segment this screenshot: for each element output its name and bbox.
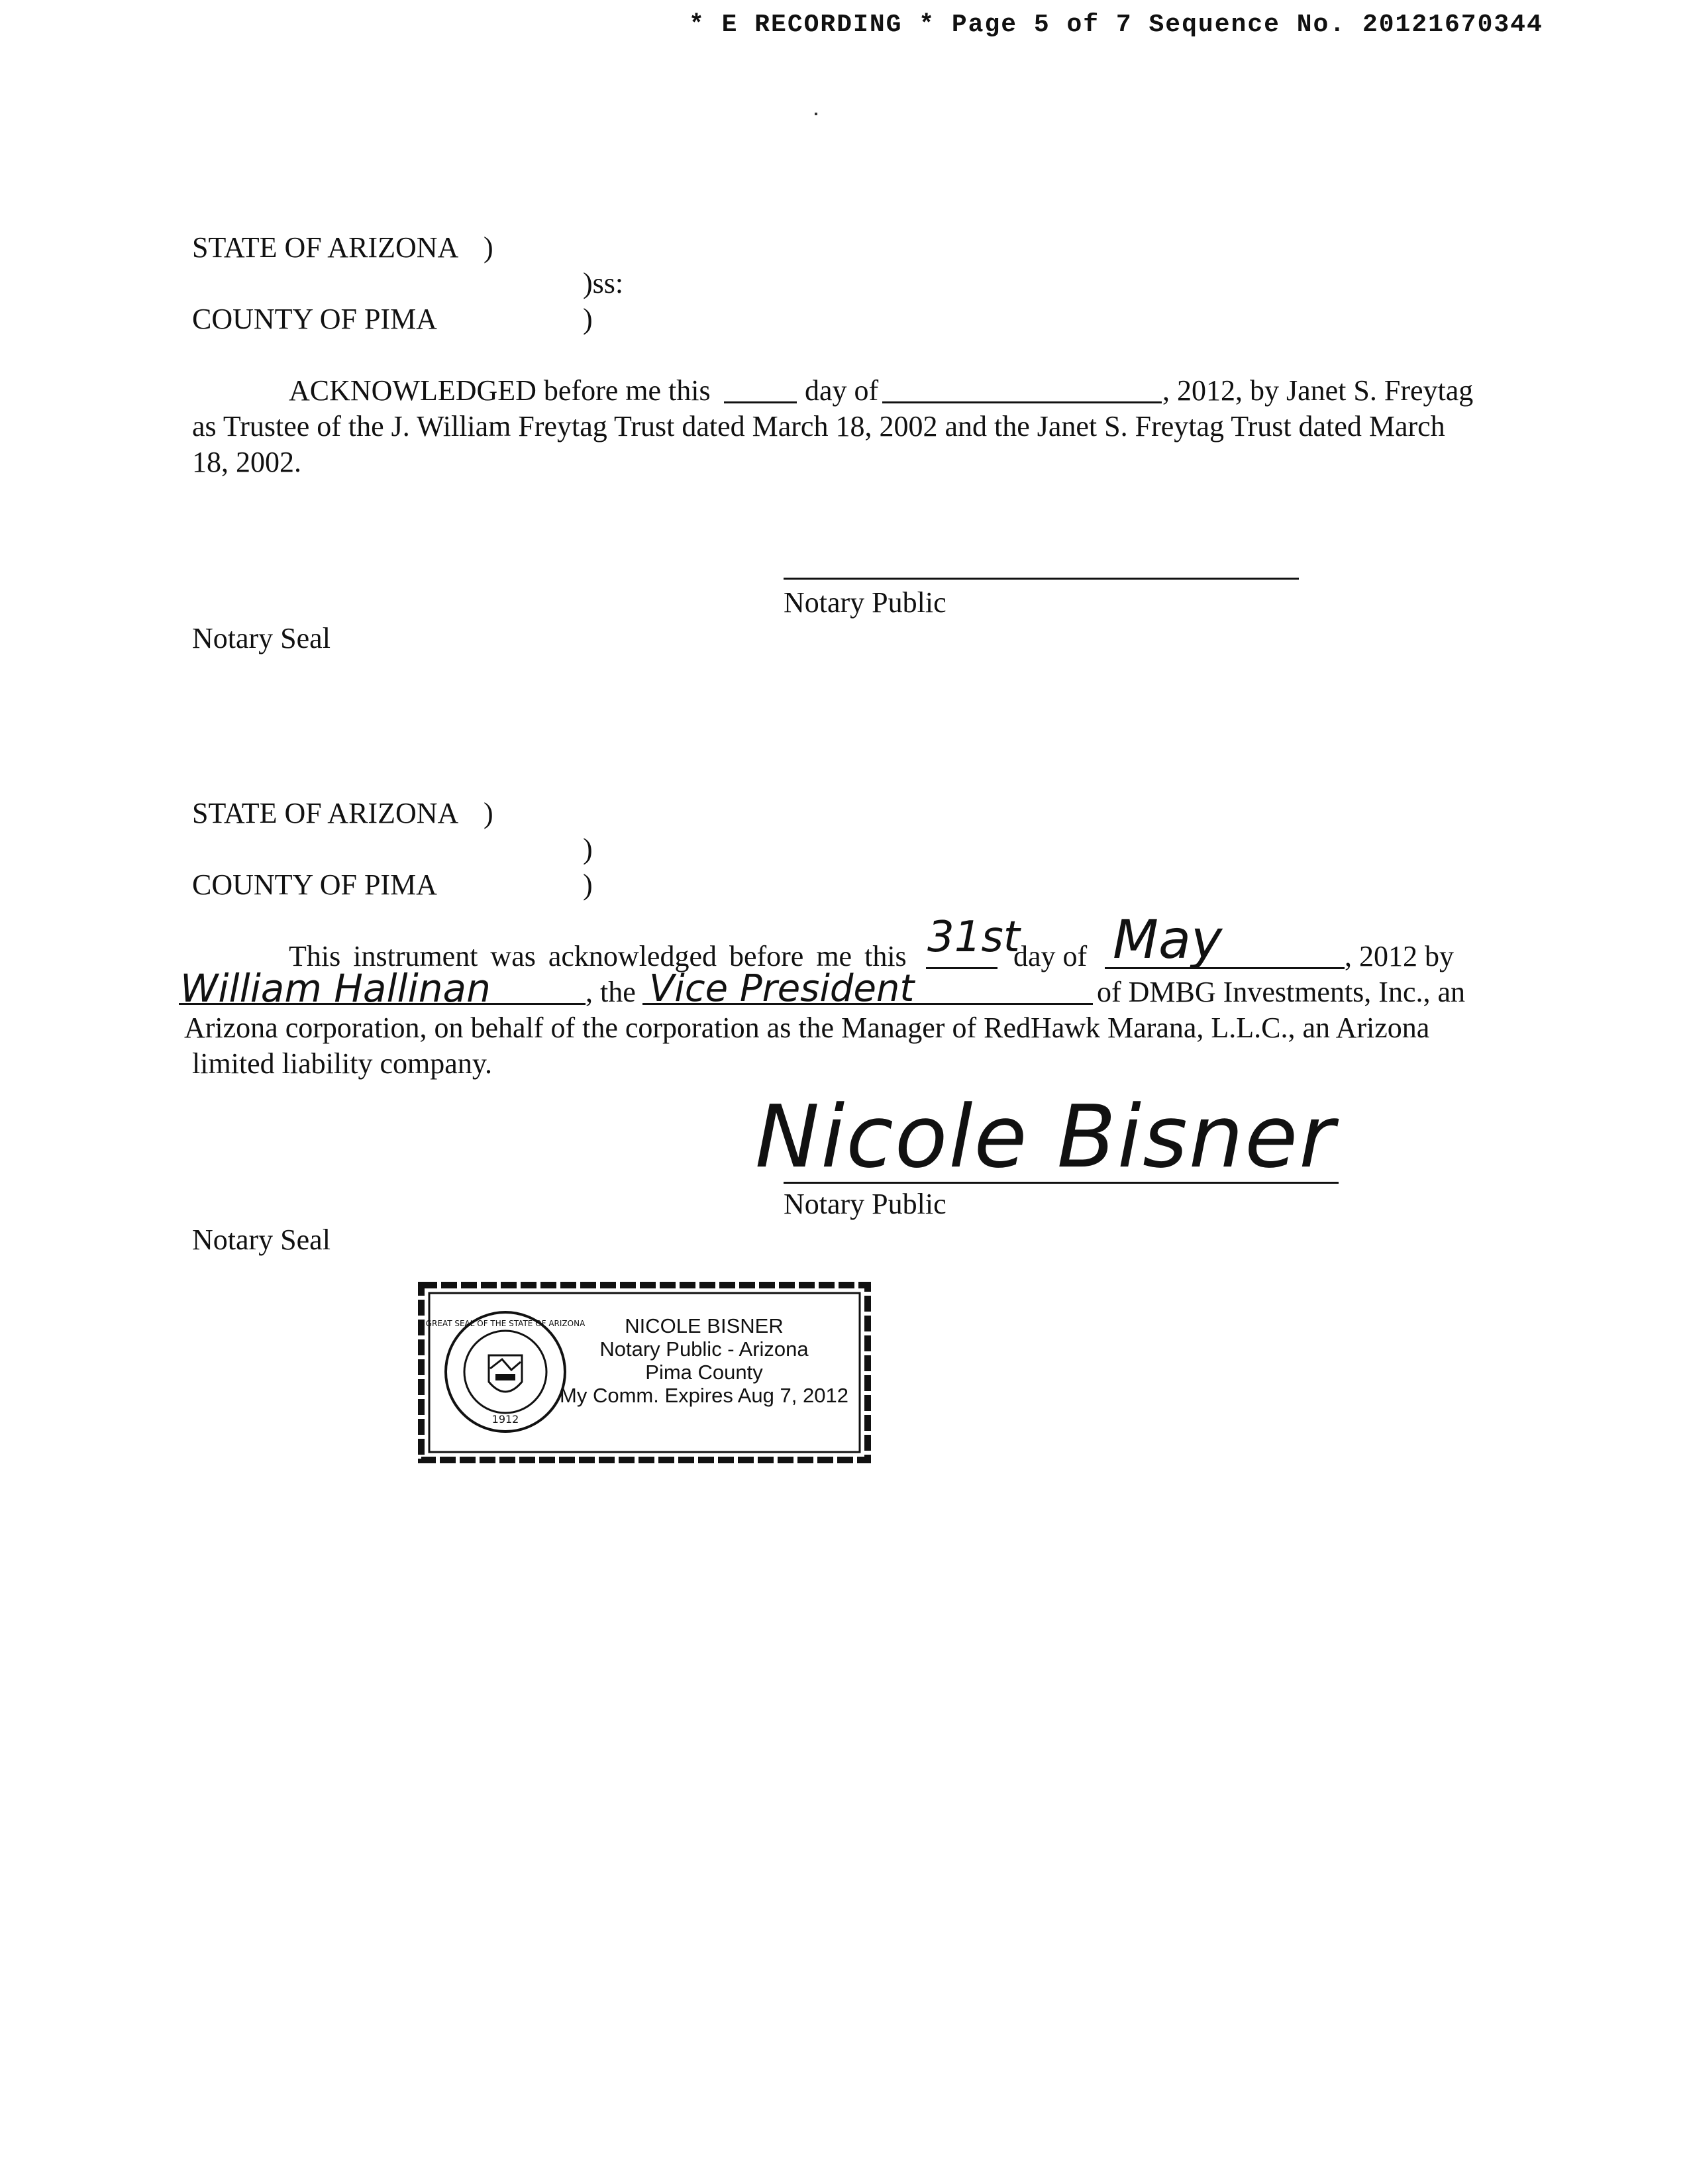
paren: )	[583, 868, 593, 901]
stamp-title: Notary Public - Arizona	[599, 1337, 809, 1361]
instrument-line-4: limited liability company.	[192, 1047, 492, 1080]
paren: )	[484, 797, 493, 829]
seal-year: 1912	[491, 1413, 519, 1426]
month-blank-line	[882, 401, 1162, 403]
county-label: COUNTY OF PIMA	[192, 303, 437, 335]
year-by-label: , 2012 by	[1345, 940, 1454, 972]
stamp-name: NICOLE BISNER	[625, 1314, 784, 1337]
notary-stamp	[416, 1278, 873, 1467]
handwritten-title: Vice President	[649, 967, 915, 1010]
day-line	[926, 967, 997, 969]
handwritten-month: May	[1113, 909, 1223, 970]
state-label: STATE OF ARIZONA	[192, 231, 459, 264]
ack-day-of: day of	[805, 374, 879, 407]
ack-year-by: , 2012, by Janet S. Freytag	[1162, 374, 1474, 407]
stamp-county: Pima County	[645, 1361, 763, 1384]
paren: )	[583, 303, 593, 335]
stray-mark	[815, 113, 817, 115]
notary-seal-label: Notary Seal	[192, 1223, 331, 1256]
ack-line-2: as Trustee of the J. William Freytag Trust dated March 18, 2002 and the Janet S. Freytag Trust dated March	[192, 410, 1445, 442]
ss-label: )ss:	[583, 267, 624, 299]
county-label: COUNTY OF PIMA	[192, 868, 437, 901]
instrument-line-3: Arizona corporation, on behalf of the corporation as the Manager of RedHawk Marana, L.L.C., an Arizona	[184, 1012, 1430, 1044]
notary-public-label: Notary Public	[784, 586, 946, 619]
instrument-line-1: This instrument was acknowledged before me this	[289, 940, 907, 972]
notary-seal-label: Notary Seal	[192, 622, 331, 654]
recording-header: * E RECORDING * Page 5 of 7 Sequence No. 20121670344	[689, 11, 1543, 39]
handwritten-name: William Hallinan	[180, 966, 491, 1011]
paren: )	[583, 833, 593, 865]
the-label: , the	[586, 976, 636, 1008]
state-label: STATE OF ARIZONA	[192, 797, 459, 829]
handwritten-day: 31st	[927, 913, 1020, 962]
seal-ring-text: GREAT SEAL OF THE STATE OF ARIZONA	[425, 1319, 586, 1328]
notary-public-label: Notary Public	[784, 1188, 946, 1220]
paren: )	[484, 231, 493, 264]
signature-line	[784, 578, 1299, 580]
company-label: of DMBG Investments, Inc., an	[1097, 976, 1466, 1008]
stamp-expiration: My Comm. Expires Aug 7, 2012	[560, 1384, 848, 1407]
day-of-label: day of	[1013, 940, 1088, 972]
ack-line-3: 18, 2002.	[192, 446, 301, 478]
notary-signature: Nicole Bisner	[755, 1086, 1336, 1187]
ack-prefix: ACKNOWLEDGED before me this	[289, 374, 711, 407]
stamp-text-block	[548, 1314, 860, 1407]
day-blank-line	[724, 401, 797, 403]
